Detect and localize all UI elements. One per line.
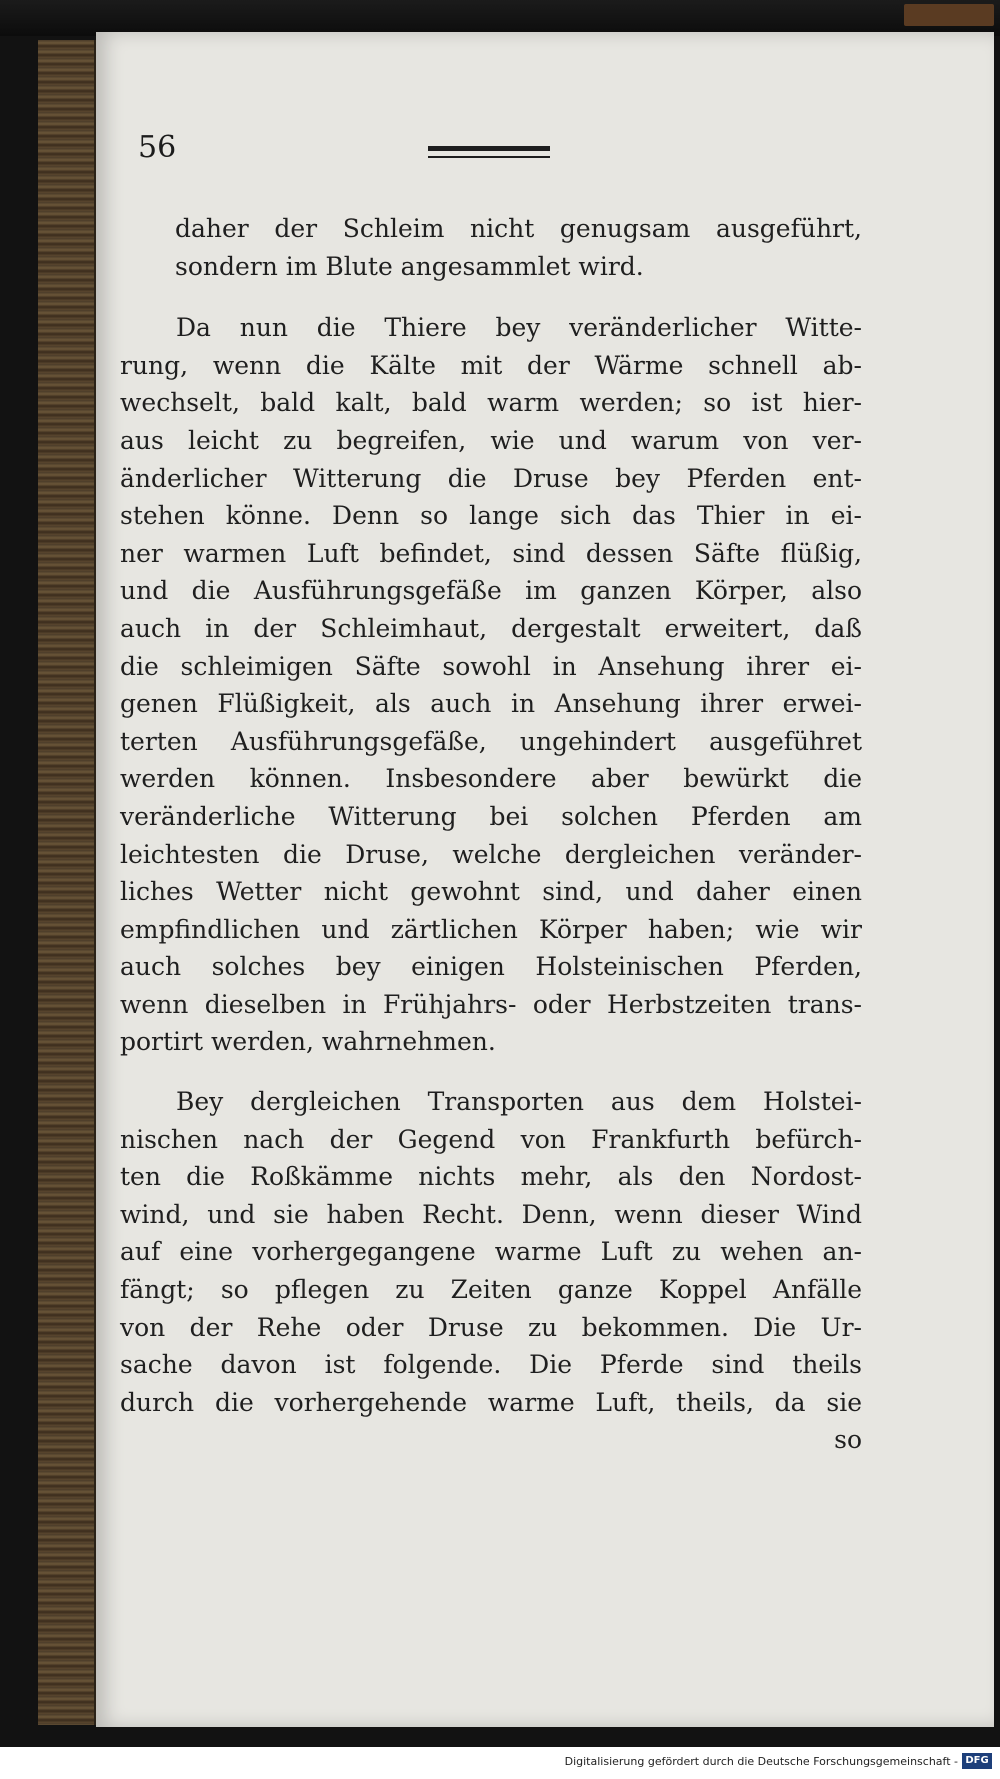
- text-line: portirt werden, wahrnehmen.: [120, 1027, 496, 1057]
- text-line: wind, und sie haben Recht. Denn, wenn dieser Wind: [120, 1199, 862, 1229]
- dfg-logo-icon: DFG: [962, 1753, 992, 1769]
- paragraph-2: [120, 309, 862, 1061]
- text-line: wenn dieselben in Frühjahrs- oder Herbstzeiten trans-: [120, 989, 862, 1019]
- text-line: die schleimigen Säfte sowohl in Ansehung ihrer ei-: [120, 651, 862, 681]
- text-line: terten Ausführungsgefäße, ungehindert ausgeführet: [120, 726, 862, 756]
- text-line: auch in der Schleimhaut, dergestalt erweitert, daß: [120, 613, 862, 643]
- header-ornament-rule: [428, 146, 550, 160]
- text-line: ner warmen Luft befindet, sind dessen Säfte flüßig,: [120, 538, 862, 568]
- text-line: auf eine vorhergegangene warme Luft zu wehen an-: [120, 1237, 862, 1267]
- text-line: wechselt, bald kalt, bald warm werden; so ist hier-: [120, 388, 862, 418]
- book-spine-edge: [38, 40, 97, 1725]
- text-line: von der Rehe oder Druse zu bekommen. Die Ur-: [120, 1312, 862, 1342]
- text-line: empfindlichen und zärtlichen Körper haben; wie wir: [120, 914, 862, 944]
- text-line: nischen nach der Gegend von Frankfurth befürch-: [120, 1124, 862, 1154]
- page-number: 56: [138, 130, 177, 165]
- digitization-footer: [0, 1747, 1000, 1779]
- text-line: Bey dergleichen Transporten aus dem Holstei-: [176, 1087, 862, 1117]
- text-line: sache davon ist folgende. Die Pferde sind theils: [120, 1350, 862, 1380]
- text-line: veränderliche Witterung bei solchen Pferden am: [120, 801, 862, 831]
- catchword: so: [834, 1425, 862, 1455]
- text-line: fängt; so pflegen zu Zeiten ganze Koppel Anfälle: [120, 1275, 862, 1305]
- text-line: Da nun die Thiere bey veränderlicher Witte-: [176, 313, 862, 343]
- rule-thick-line: [428, 146, 550, 151]
- text-line: durch die vorhergehende warme Luft, theils, da sie: [120, 1387, 862, 1417]
- rule-thin-line: [428, 156, 550, 158]
- paragraph-3: [120, 1083, 862, 1459]
- text-line: genen Flüßigkeit, als auch in Ansehung ihrer erwei-: [120, 689, 862, 719]
- text-line: leichtesten die Druse, welche dergleichen veränder-: [120, 839, 862, 869]
- text-line: ten die Roßkämme nichts mehr, als den Nordost-: [120, 1162, 862, 1192]
- body-text: [120, 210, 862, 1459]
- text-line: liches Wetter nicht gewohnt sind, und daher einen: [120, 877, 862, 907]
- text-line: stehen könne. Denn so lange sich das Thier in ei-: [120, 501, 862, 531]
- scan-top-edge: [0, 0, 1000, 36]
- text-line: daher der Schleim nicht genugsam ausgeführt,: [175, 214, 862, 243]
- text-line: und die Ausführungsgefäße im ganzen Körper, also: [120, 576, 862, 606]
- text-line: änderlicher Witterung die Druse bey Pferden ent-: [120, 463, 862, 493]
- text-line: sondern im Blute angesammlet wird.: [175, 251, 644, 281]
- text-line: aus leicht zu begreifen, wie und warum von ver-: [120, 425, 862, 455]
- text-line: rung, wenn die Kälte mit der Wärme schnell ab-: [120, 350, 862, 380]
- text-line: werden können. Insbesondere aber bewürkt die: [120, 764, 862, 794]
- text-line: auch solches bey einigen Holsteinischen Pferden,: [120, 952, 862, 982]
- book-corner: [904, 4, 994, 26]
- footer-credit-text: Digitalisierung gefördert durch die Deutsche Forschungsgemeinschaft -: [564, 1755, 958, 1768]
- paragraph-1: [175, 210, 862, 285]
